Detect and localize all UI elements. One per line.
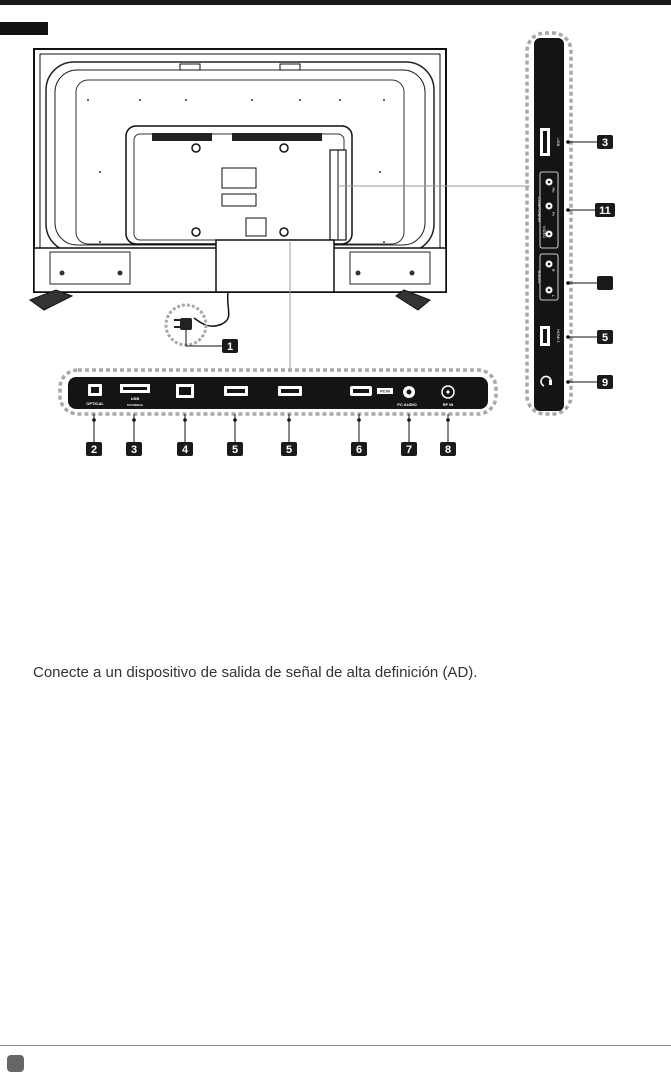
footer-rule bbox=[0, 1045, 671, 1046]
side-port-panel bbox=[527, 33, 571, 414]
callout-side-hdmi-num: 5 bbox=[601, 332, 609, 344]
callout-side-hdmi bbox=[597, 330, 613, 344]
side-video-label: VIDEO bbox=[542, 225, 547, 239]
callout-optical bbox=[86, 442, 102, 456]
side-usb-label: USB bbox=[556, 137, 561, 147]
hdmi-port-a bbox=[224, 386, 248, 396]
side-audio-label: AUDIO bbox=[537, 270, 542, 284]
callout-side-headphone bbox=[597, 375, 613, 389]
callout-optical-num: 2 bbox=[90, 444, 98, 456]
callout-side-usb bbox=[597, 135, 613, 149]
side-r-label: R bbox=[551, 268, 556, 272]
callout-usb-bottom bbox=[126, 442, 142, 456]
optical-port-label: OPTICAL bbox=[86, 401, 104, 406]
callout-lan bbox=[177, 442, 193, 456]
callout-rf-in bbox=[440, 442, 456, 456]
usb-port-label: USB bbox=[130, 396, 140, 401]
callout-vga bbox=[351, 442, 367, 456]
callout-hdmi-a bbox=[227, 442, 243, 456]
side-pr-label: Pr bbox=[551, 212, 556, 216]
callout-vga-num: 6 bbox=[355, 444, 363, 456]
callout-rf-in-num: 8 bbox=[444, 444, 452, 456]
callout-side-component bbox=[595, 203, 615, 217]
callout-hdmi-b bbox=[281, 442, 297, 456]
callout-side-av bbox=[597, 276, 613, 290]
callout-hdmi-b-num: 5 bbox=[285, 444, 293, 456]
side-component-label: COMPONENT bbox=[537, 197, 542, 223]
lan-port bbox=[176, 384, 194, 398]
pc-audio-label: PC AUDIO bbox=[397, 402, 417, 407]
callout-pc-audio-num: 7 bbox=[405, 444, 413, 456]
pc-in-label: PC IN bbox=[380, 389, 390, 394]
side-l-label: L bbox=[551, 294, 556, 298]
page-number-badge bbox=[7, 1055, 24, 1072]
callout-usb-bottom-num: 3 bbox=[130, 444, 138, 456]
callout-hdmi-a-num: 5 bbox=[231, 444, 239, 456]
callout-power-num: 1 bbox=[226, 341, 234, 353]
callout-power bbox=[222, 339, 238, 353]
callout-lan-num: 4 bbox=[181, 444, 189, 456]
usb-port-sublabel: 5V⎓500mA bbox=[127, 403, 143, 407]
hd-connection-caption: Conecte a un dispositivo de salida de señal de alta definición (AD). bbox=[33, 664, 478, 681]
callout-side-usb-num: 3 bbox=[601, 137, 609, 149]
side-hdmi-label: HDMI 1 bbox=[556, 329, 561, 343]
tv-connection-diagram bbox=[0, 0, 671, 470]
callout-pc-audio bbox=[401, 442, 417, 456]
hdmi-port-b bbox=[278, 386, 302, 396]
callout-side-headphone-num: 9 bbox=[601, 377, 609, 389]
optical-port bbox=[86, 384, 104, 406]
bottom-port-panel bbox=[60, 370, 496, 414]
tv-rear-view bbox=[30, 49, 446, 326]
side-pb-label: Pb bbox=[551, 187, 556, 193]
rf-in-label: RF IN bbox=[442, 402, 454, 407]
callout-side-component-num: 11 bbox=[599, 205, 611, 217]
